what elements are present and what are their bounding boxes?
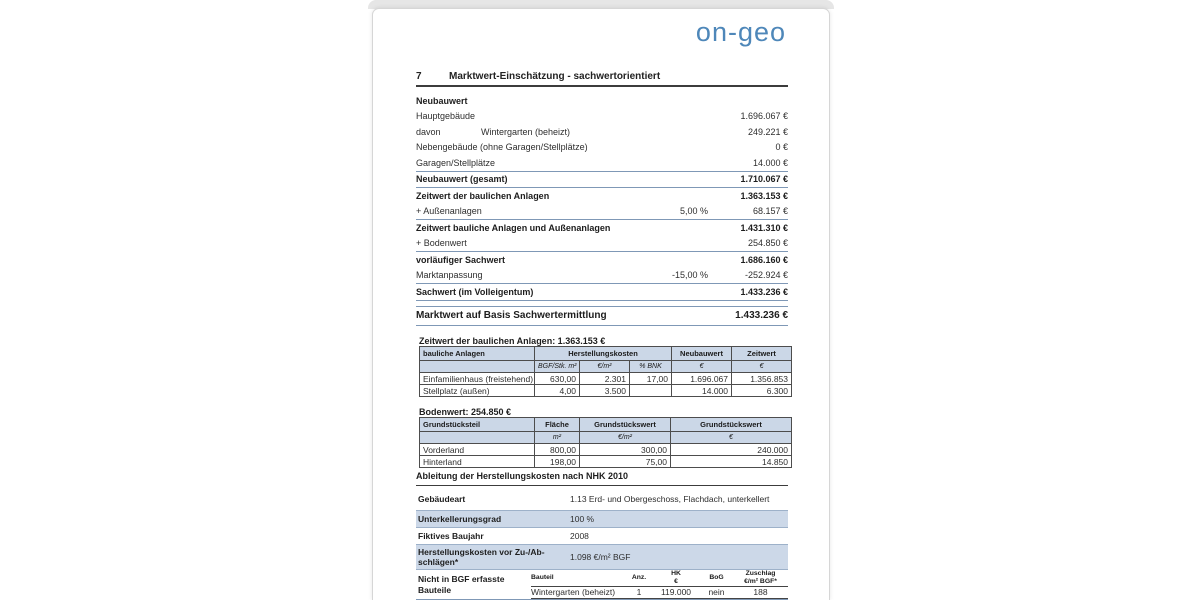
- table-row: Stellplatz (außen) 4,00 3.500 14.000 6.300: [420, 385, 792, 397]
- amount: 14.000 €: [752, 157, 788, 168]
- amount: 1.686.160 €: [740, 254, 788, 265]
- ableitung-row: Gebäudeart 1.13 Erd- und Obergeschoss, Flachdach, unterkellert: [418, 493, 770, 504]
- bodenwert-table-title: Bodenwert: 254.850 €: [419, 407, 512, 417]
- col-unit: [420, 361, 535, 373]
- bgf-parts-table: [531, 570, 788, 599]
- col-unit: m²: [535, 432, 580, 444]
- amount: 1.710.067 €: [740, 174, 788, 185]
- summary-row: Garagen/Stellplätze 14.000 €: [416, 157, 788, 168]
- section-number: 7: [416, 71, 422, 82]
- amount: 1.433.236 €: [740, 286, 788, 297]
- section-heading: [416, 71, 788, 87]
- amount: 0 €: [775, 142, 788, 153]
- ableitung-row: Unterkellerungsgrad 100 %: [416, 510, 788, 527]
- summary-row: Nebengebäude (ohne Garagen/Stellplätze) 0 €: [416, 142, 788, 153]
- col-unit: % BNK: [630, 361, 672, 373]
- ableitung-row-bgf: Nicht in BGF erfasste Bauteile Bauteil Anz. HK € BoG Zuschlag €/m² BGF* Wintergarten (beheizt) 1 119.000 nein 188: [416, 569, 788, 599]
- col-header: Bauteil: [531, 570, 626, 586]
- col-header: BoG: [700, 570, 733, 586]
- col-unit: €/m²: [580, 432, 671, 444]
- summary-row-total: Neubauwert (gesamt) 1.710.067 €: [416, 171, 788, 189]
- summary-row: Zeitwert der baulichen Anlagen 1.363.153 €: [416, 190, 788, 201]
- col-header: Grundstücksteil: [420, 418, 535, 432]
- col-header: Zuschlag €/m² BGF*: [733, 570, 788, 586]
- amount: 1.363.153 €: [740, 190, 788, 201]
- col-unit: [420, 432, 535, 444]
- summary-row: + Bodenwert 254.850 €: [416, 238, 788, 249]
- percentage: -15,00 %: [671, 270, 708, 281]
- table-row: Hinterland 198,00 75,00 14.850: [420, 456, 792, 468]
- col-header: Fläche: [535, 418, 580, 432]
- col-unit: €: [732, 361, 792, 373]
- valuation-summary: [416, 93, 788, 326]
- summary-row-total: Sachwert (im Volleigentum) 1.433.236 €: [416, 283, 788, 301]
- ableitung-title: Ableitung der Herstellungskosten nach NHK 2010: [416, 471, 788, 486]
- amount: 1.696.067 €: [740, 111, 788, 122]
- percentage: 5,00 %: [679, 206, 708, 217]
- amount: 1.433.236 €: [735, 310, 788, 321]
- summary-row-total: Zeitwert bauliche Anlagen und Außenanlagen 1.431.310 €: [416, 219, 788, 236]
- summary-row: Marktanpassung -15,00 % -252.924 €: [416, 270, 788, 281]
- col-header: Anz.: [626, 570, 652, 586]
- col-header: Neubauwert: [672, 347, 732, 361]
- document-page: [372, 8, 830, 600]
- zeitwert-table: [419, 346, 792, 397]
- ableitung-row: Herstellungskosten vor Zu-/Ab-schlägen* 1.098 €/m² BGF: [416, 544, 788, 569]
- bodenwert-table: [419, 417, 792, 468]
- summary-row-marktwert: Marktwert auf Basis Sachwertermittlung 1.433.236 €: [416, 306, 788, 326]
- amount: 249.221 €: [747, 126, 788, 137]
- col-unit: €: [671, 432, 792, 444]
- summary-row: Hauptgebäude 1.696.067 €: [416, 111, 788, 122]
- amount: 1.431.310 €: [740, 222, 788, 233]
- summary-row: davon Wintergarten (beheizt) 249.221 €: [416, 126, 788, 137]
- table-row: Vorderland 800,00 300,00 240.000: [420, 444, 792, 456]
- col-header: bauliche Anlagen: [420, 347, 535, 361]
- col-header-group: Herstellungskosten: [535, 347, 672, 361]
- col-unit: €: [672, 361, 732, 373]
- col-unit: BGF/Stk. m²: [535, 361, 580, 373]
- ableitung-section: [416, 488, 788, 600]
- summary-row-total: vorläufiger Sachwert 1.686.160 €: [416, 251, 788, 268]
- summary-row: Neubauwert: [416, 95, 468, 106]
- section-title: Marktwert-Einschätzung - sachwertorientiert: [449, 71, 661, 82]
- col-header: Grundstückswert: [580, 418, 671, 432]
- ableitung-row: Fiktives Baujahr 2008: [416, 527, 788, 544]
- col-header: Zeitwert: [732, 347, 792, 361]
- amount: 68.157 €: [752, 206, 788, 217]
- zeitwert-table-title: Zeitwert der baulichen Anlagen: 1.363.153 €: [419, 336, 606, 346]
- col-unit: €/m²: [580, 361, 630, 373]
- ongeo-logo: on-geo: [695, 17, 786, 47]
- col-header: Grundstückswert: [671, 418, 792, 432]
- table-row: Wintergarten (beheizt) 1 119.000 nein 188: [531, 586, 788, 598]
- col-header: HK €: [652, 570, 700, 586]
- amount: -252.924 €: [744, 270, 788, 281]
- summary-row: + Außenanlagen 5,00 % 68.157 €: [416, 206, 788, 217]
- table-row: Einfamilienhaus (freistehend) 630,00 2.301 17,00 1.696.067 1.356.853: [420, 373, 792, 385]
- amount: 254.850 €: [747, 238, 788, 249]
